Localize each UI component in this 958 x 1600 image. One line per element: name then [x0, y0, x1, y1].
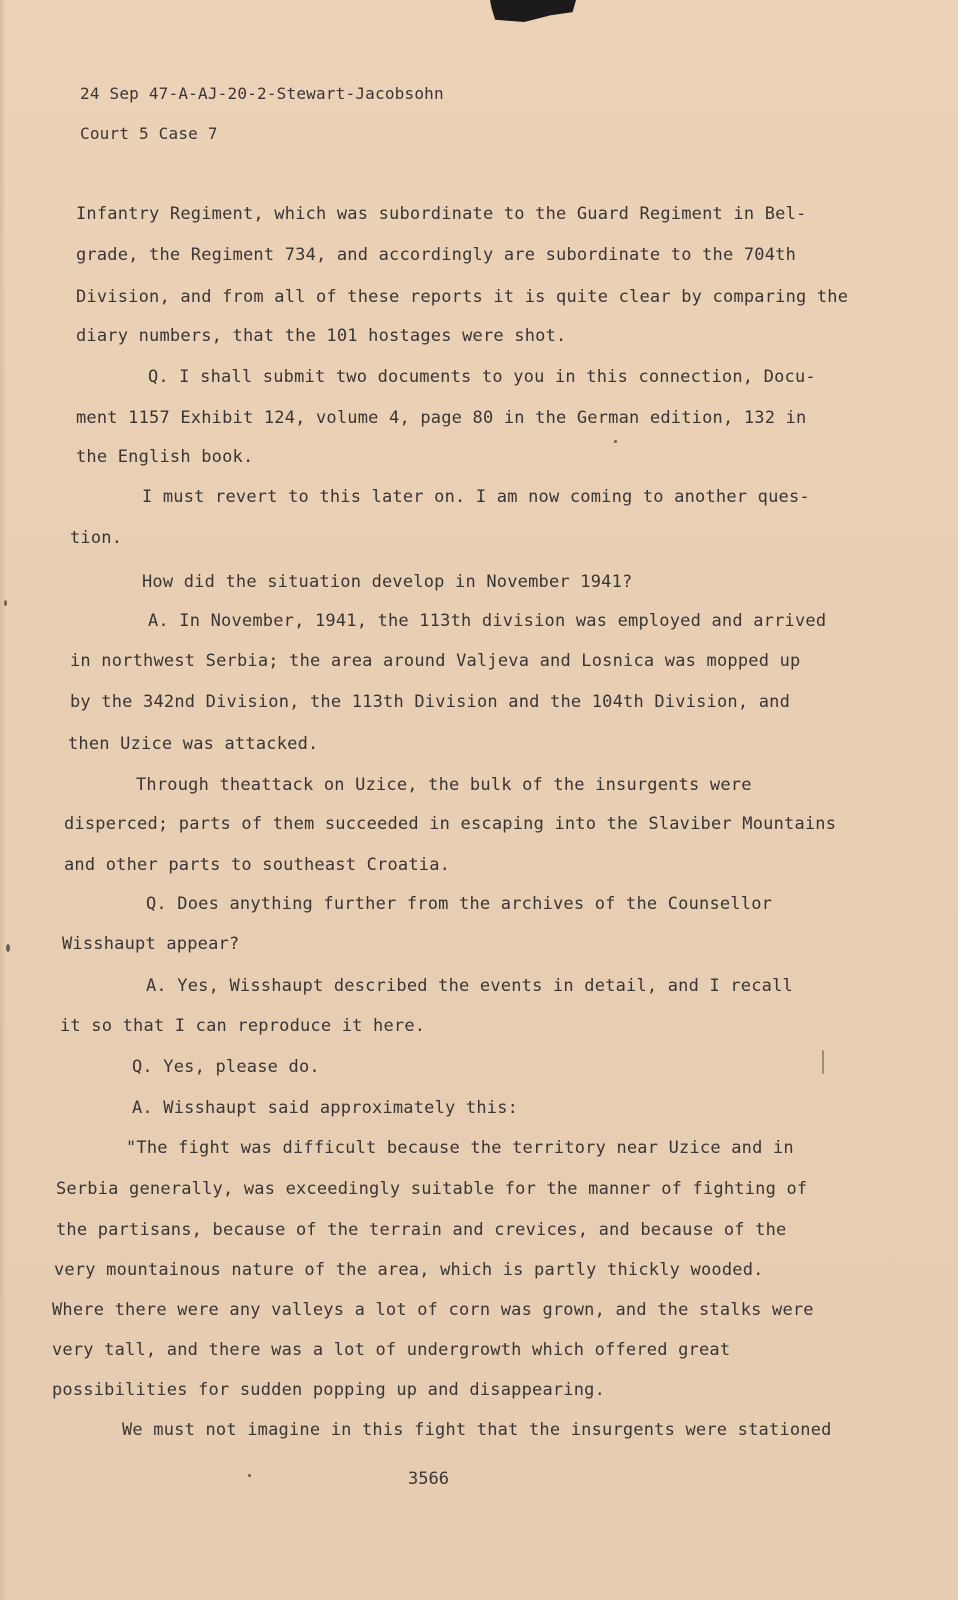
text-line: then Uzice was attacked.	[68, 734, 319, 754]
paper-speck	[248, 1474, 251, 1477]
text-line: in northwest Serbia; the area around Valjeva and Losnica was mopped up	[70, 651, 801, 671]
text-line: and other parts to southeast Croatia.	[64, 855, 451, 875]
text-line: ment 1157 Exhibit 124, volume 4, page 80 in the German edition, 132 in	[76, 408, 807, 428]
header-court-case: Court 5 Case 7	[80, 124, 218, 143]
text-line: the partisans, because of the terrain and crevices, and because of the	[56, 1220, 787, 1240]
text-line: tion.	[70, 528, 123, 548]
text-line: "The fight was difficult because the territory near Uzice and in	[126, 1138, 794, 1158]
text-line: Q. I shall submit two documents to you in this connection, Docu-	[148, 367, 816, 387]
text-line: grade, the Regiment 734, and accordingly are subordinate to the 704th	[76, 245, 797, 265]
text-line: Wisshaupt appear?	[62, 934, 240, 954]
text-line: Q. Yes, please do.	[132, 1057, 320, 1077]
text-line: We must not imagine in this fight that the insurgents were stationed	[122, 1420, 832, 1440]
text-line: How did the situation develop in November 1941?	[142, 572, 633, 592]
text-line: diary numbers, that the 101 hostages were shot.	[76, 326, 567, 346]
text-line: Through theattack on Uzice, the bulk of the insurgents were	[136, 775, 752, 795]
text-line: I must revert to this later on. I am now coming to another ques-	[142, 487, 810, 507]
text-line: very tall, and there was a lot of undergrowth which offered great	[52, 1340, 731, 1360]
paper-speck	[4, 600, 7, 606]
paper-speck	[6, 944, 10, 952]
text-line: A. In November, 1941, the 113th division was employed and arrived	[148, 611, 827, 631]
text-line: Where there were any valleys a lot of corn was grown, and the stalks were	[52, 1300, 814, 1320]
text-line: very mountainous nature of the area, which is partly thickly wooded.	[54, 1260, 764, 1280]
text-line: Infantry Regiment, which was subordinate to the Guard Regiment in Bel-	[76, 204, 807, 224]
header-reference: 24 Sep 47-A-AJ-20-2-Stewart-Jacobsohn	[80, 84, 444, 103]
paper-mark	[822, 1050, 824, 1074]
text-line: by the 342nd Division, the 113th Division and the 104th Division, and	[70, 692, 791, 712]
text-line: Q. Does anything further from the archives of the Counsellor	[146, 894, 773, 914]
text-line: A. Yes, Wisshaupt described the events in detail, and I recall	[146, 976, 793, 996]
text-line: A. Wisshaupt said approximately this:	[132, 1098, 519, 1118]
text-line: Division, and from all of these reports it is quite clear by comparing the	[76, 287, 849, 307]
text-line: the English book.	[76, 447, 254, 467]
text-line: disperced; parts of them succeeded in escaping into the Slaviber Mountains	[64, 814, 837, 834]
page-number: 3566	[408, 1469, 449, 1489]
paper-speck	[614, 440, 617, 443]
text-line: it so that I can reproduce it here.	[60, 1016, 426, 1036]
binder-clip-mark	[490, 0, 576, 22]
text-line: Serbia generally, was exceedingly suitable for the manner of fighting of	[56, 1179, 808, 1199]
page-edge-shadow	[0, 0, 6, 1600]
text-line: possibilities for sudden popping up and disappearing.	[52, 1380, 606, 1400]
